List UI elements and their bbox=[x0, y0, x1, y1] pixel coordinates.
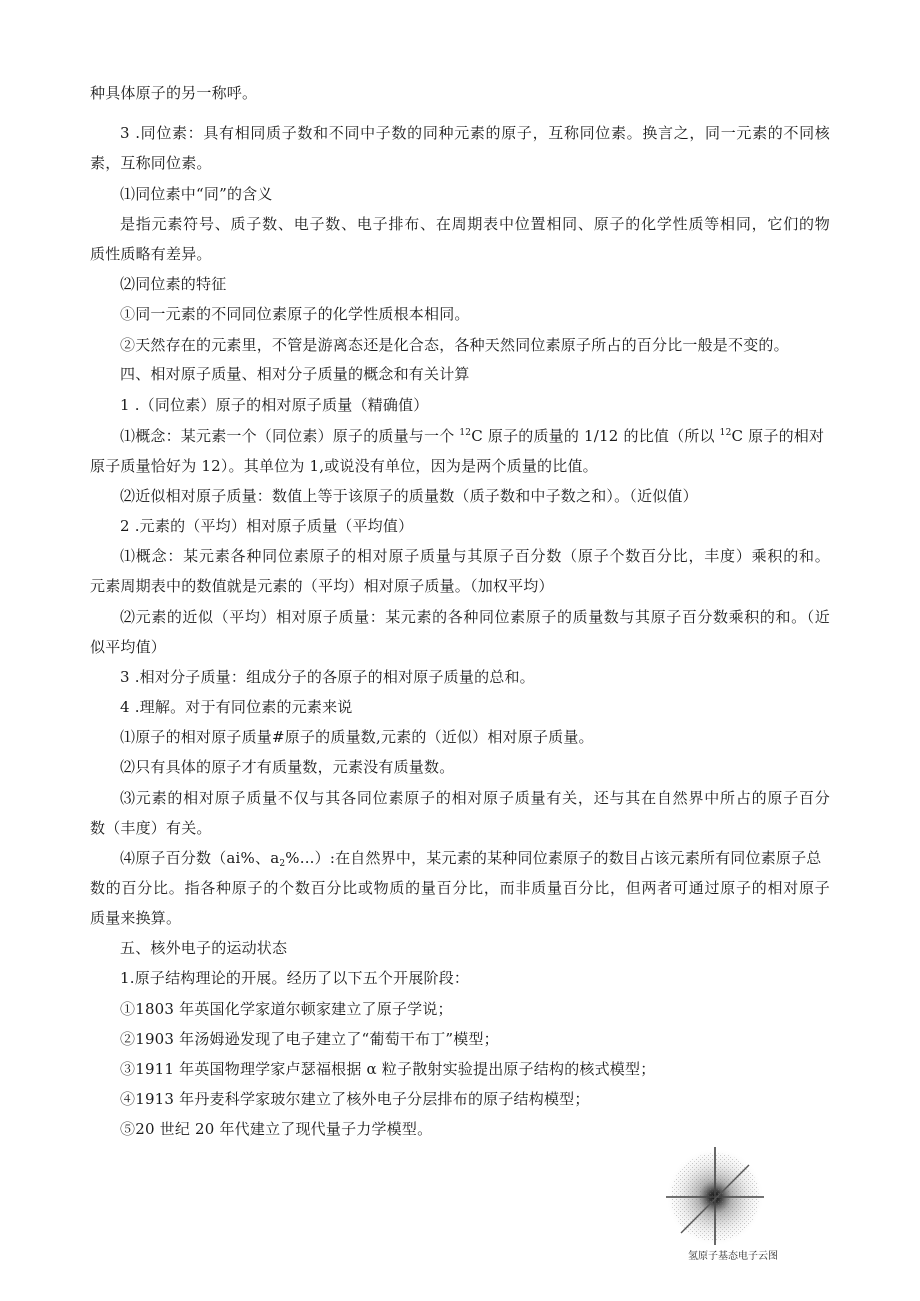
text-span: C 原子的相对 bbox=[731, 427, 825, 445]
subheading-understanding: 4 .理解。对于有同位素的元素来说 bbox=[120, 698, 353, 716]
list-item: ①1803 年英国化学家道尔顿家建立了原子学说； bbox=[120, 1000, 453, 1018]
list-item: ⑴原子的相对原子质量#原子的质量数,元素的（近似）相对原子质量。 bbox=[120, 728, 594, 746]
list-item: ③1911 年英国物理学家卢瑟福根据 α 粒子散射实验提出原子结构的核式模型； bbox=[120, 1060, 656, 1078]
paragraph-line: 质量来换算。 bbox=[90, 909, 182, 927]
subheading-relative-atomic-mass: 1 .（同位素）原子的相对原子质量（精确值） bbox=[120, 396, 429, 414]
subscript: 2 bbox=[279, 859, 286, 869]
list-item: ②天然存在的元素里，不管是游离态还是化合态，各种天然同位素原子所占的百分比一般是不变的。 bbox=[120, 336, 789, 354]
subheading-relative-molecular-mass: 3 .相对分子质量：组成分子的各原子的相对原子质量的总和。 bbox=[120, 668, 535, 686]
subheading-average-atomic-mass: 2 .元素的（平均）相对原子质量（平均值） bbox=[120, 517, 414, 535]
list-item: ②1903 年汤姆逊发现了电子建立了“葡萄干布丁”模型； bbox=[120, 1030, 499, 1048]
list-item: ⑤20 世纪 20 年代建立了现代量子力学模型。 bbox=[120, 1120, 433, 1138]
list-item: ⑶元素的相对原子质量不仅与其各同位素原子的相对原子质量有关，还与其在自然界中所占的原子百分 bbox=[120, 789, 830, 807]
paragraph-line bbox=[120, 426, 830, 446]
section-heading-5: 五、核外电子的运动状态 bbox=[120, 939, 288, 957]
paragraph-line: 原子质量恰好为 12）。其单位为 1,或说没有单位，因为是两个质量的比值。 bbox=[90, 457, 598, 475]
text-span: ⑷原子百分数（ai%、a bbox=[120, 849, 280, 867]
paragraph-line: 质性质略有差异。 bbox=[90, 245, 212, 263]
paragraph-line: ⑴概念：某元素各种同位素原子的相对原子质量与其原子百分数（原子个数百分比，丰度）乘积的和。 bbox=[120, 547, 830, 565]
subheading-isotope-same-meaning: ⑴同位素中“同”的含义 bbox=[120, 185, 273, 203]
figure-caption: 氢原子基态电子云图 bbox=[688, 1251, 778, 1262]
subheading-atomic-theory: 1.原子结构理论的开展。经历了以下五个开展阶段： bbox=[120, 969, 470, 987]
paragraph-line: 素，互称同位素。 bbox=[90, 154, 212, 172]
paragraph-line: 元素周期表中的数值就是元素的（平均）相对原子质量。（加权平均） bbox=[90, 577, 554, 595]
paragraph-line: ⑵近似相对原子质量：数值上等于该原子的质量数（质子数和中子数之和）。（近似值） bbox=[120, 487, 698, 505]
section-heading-4: 四、相对原子质量、相对分子质量的概念和有关计算 bbox=[120, 365, 470, 383]
subheading-isotope-features: ⑵同位素的特征 bbox=[120, 275, 227, 293]
text-span: C 原子的质量的 1/12 的比值（所以 bbox=[471, 427, 720, 445]
paragraph-line: 种具体原子的另一称呼。 bbox=[90, 84, 258, 102]
paragraph-line: 数的百分比。指各种原子的个数百分比或物质的量百分比，而非质量百分比，但两者可通过原子的相对原子 bbox=[90, 879, 830, 897]
paragraph-line: 是指元素符号、质子数、电子数、电子排布、在周期表中位置相同、原子的化学性质等相同，它们的物 bbox=[120, 215, 830, 233]
superscript: 12 bbox=[459, 428, 472, 438]
paragraph-line: 似平均值） bbox=[90, 638, 167, 656]
superscript: 12 bbox=[719, 428, 732, 438]
text-span: ⑴概念：某元素一个（同位素）原子的质量与一个 bbox=[120, 427, 460, 445]
hydrogen-electron-cloud-icon bbox=[660, 1143, 780, 1248]
list-item: ⑵只有具体的原子才有质量数，元素没有质量数。 bbox=[120, 758, 455, 776]
paragraph-line: ⑵元素的近似（平均）相对原子质量：某元素的各种同位素原子的质量数与其原子百分数乘积的和。（近 bbox=[120, 608, 830, 626]
paragraph-line: 数（丰度）有关。 bbox=[90, 819, 212, 837]
text-span: %...）:在自然界中，某元素的某种同位素原子的数目占该元素所有同位素原子总 bbox=[285, 849, 822, 867]
list-item: ①同一元素的不同同位素原子的化学性质根本相同。 bbox=[120, 305, 470, 323]
list-item: ④1913 年丹麦科学家玻尔建立了核外电子分层排布的原子结构模型； bbox=[120, 1090, 590, 1108]
list-item bbox=[120, 848, 830, 868]
isotope-definition: 3 .同位素：具有相同质子数和不同中子数的同种元素的原子，互称同位素。换言之，同一元素的不同核 bbox=[120, 124, 830, 142]
